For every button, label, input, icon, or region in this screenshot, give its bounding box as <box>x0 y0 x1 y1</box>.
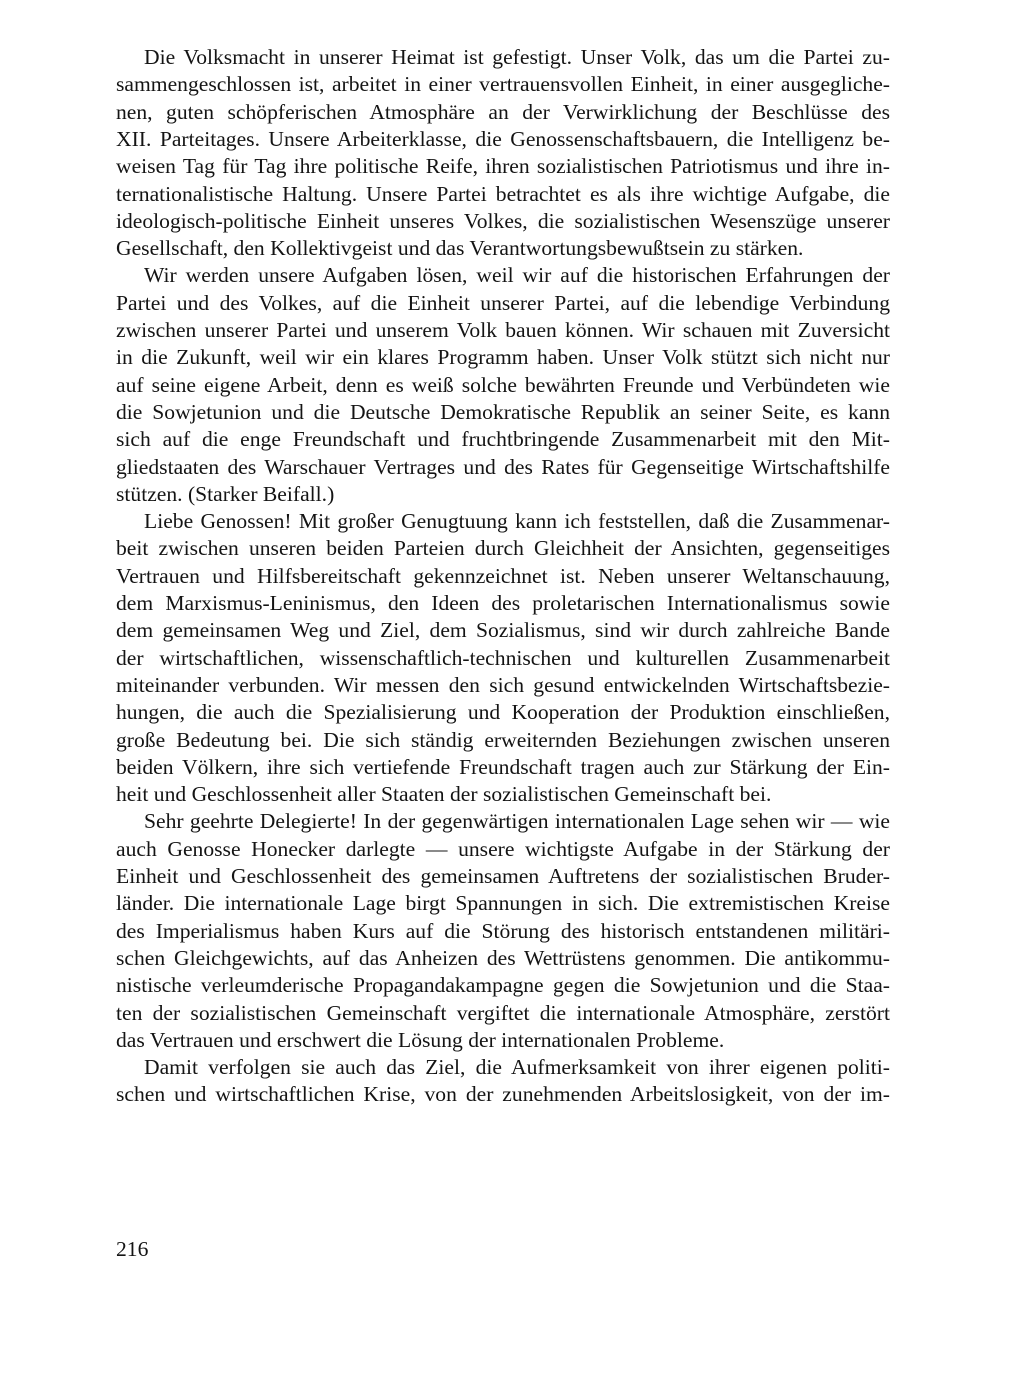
paragraph-2-line-9: stützen. (Starker Beifall.) <box>116 481 335 506</box>
paragraph-2-line-1: Wir werden unsere Aufgaben lösen, weil wir auf die historischen Erfahrungen der <box>144 263 890 288</box>
paragraph-3-line-9: große Bedeutung bei. Die sich ständig erweiternden Beziehungen zwischen unseren <box>116 727 890 752</box>
paragraph-4-line-8: ten der sozialistischen Gemeinschaft vergiftet die internationale Atmosphäre, zerstört <box>116 1000 890 1025</box>
paragraph-5-line-1: Damit verfolgen sie auch das Ziel, die Aufmerksamkeit von ihrer eigenen politi- <box>144 1055 890 1080</box>
paragraph-3-line-1: Liebe Genossen! Mit großer Genugtuung kann ich feststellen, daß die Zusammenar- <box>144 509 890 534</box>
paragraph-1-line-8: Gesellschaft, den Kollektivgeist und das Verantwortungsbewußtsein zu stärken. <box>116 236 804 261</box>
paragraph-1-line-3: nen, guten schöpferischen Atmosphäre an der Verwirklichung der Beschlüsse des <box>116 99 890 124</box>
paragraph-4-line-6: schen Gleichgewichts, auf das Anheizen des Wettrüstens genommen. Die antikommu- <box>116 945 890 970</box>
paragraph-3-line-6: der wirtschaftlichen, wissenschaftlich-technischen und kulturellen Zusammenarbeit <box>116 645 890 670</box>
paragraph-2-line-2: Partei und des Volkes, auf die Einheit unserer Partei, auf die lebendige Verbindung <box>116 290 890 315</box>
paragraph-5-line-2: schen und wirtschaftlichen Krise, von der zunehmenden Arbeitslosigkeit, von der im- <box>116 1082 890 1107</box>
paragraph-1-line-7: ideologisch-politische Einheit unseres Volkes, die sozialistischen Wesenszüge unserer <box>116 208 890 233</box>
paragraph-1-line-1: Die Volksmacht in unserer Heimat ist gefestigt. Unser Volk, das um die Partei zu- <box>144 45 890 69</box>
paragraph-3-line-5: dem gemeinsamen Weg und Ziel, dem Sozialismus, sind wir durch zahlreiche Bande <box>116 618 890 643</box>
paragraph-4-line-9: das Vertrauen und erschwert die Lösung der internationalen Probleme. <box>116 1027 725 1052</box>
paragraph-3-line-10: beiden Völkern, ihre sich vertiefende Freundschaft tragen auch zur Stärkung der Ein- <box>116 754 890 779</box>
paragraph-1-line-2: sammengeschlossen ist, arbeitet in einer vertrauensvollen Einheit, in einer ausgegliche- <box>116 72 890 97</box>
paragraph-1-line-4: XII. Parteitages. Unsere Arbeiterklasse, die Genossenschaftsbauern, die Intelligenz be- <box>116 126 890 151</box>
paragraph-3-line-11: heit und Geschlossenheit aller Staaten der sozialistischen Gemeinschaft bei. <box>116 782 772 807</box>
paragraph-1-line-6: ternationalistische Haltung. Unsere Partei betrachtet es als ihre wichtige Aufgabe, die <box>116 181 890 206</box>
paragraph-1-line-5: weisen Tag für Tag ihre politische Reife, ihren sozialistischen Patriotismus und ihre in- <box>116 154 890 179</box>
paragraph-4-line-5: des Imperialismus haben Kurs auf die Störung des historisch entstandenen militäri- <box>116 918 890 943</box>
paragraph-4-line-2: auch Genosse Honecker darlegte — unsere wichtigste Aufgabe in der Stärkung der <box>116 836 890 861</box>
paragraph-4-line-7: nistische verleumderische Propagandakampagne gegen die Sowjetunion und die Staa- <box>116 973 890 998</box>
paragraph-3-line-3: Vertrauen und Hilfsbereitschaft gekennzeichnet ist. Neben unserer Weltanschauung, <box>116 563 890 588</box>
paragraph-2-line-7: sich auf die enge Freundschaft und fruchtbringende Zusammenarbeit mit den Mit- <box>116 427 890 452</box>
paragraph-2-line-8: gliedstaaten des Warschauer Vertrages und des Rates für Gegenseitige Wirtschaftshilfe <box>116 454 890 479</box>
paragraph-3-line-8: hungen, die auch die Spezialisierung und Kooperation der Produktion einschließen, <box>116 700 890 725</box>
paragraph-2-line-4: in die Zukunft, weil wir ein klares Programm haben. Unser Volk stützt sich nicht nur <box>116 345 890 370</box>
paragraph-3-line-4: dem Marxismus-Leninismus, den Ideen des proletarischen Internationalismus sowie <box>116 591 890 615</box>
paragraph-2-line-5: auf seine eigene Arbeit, denn es weiß solche bewährten Freunde und Verbündeten wie <box>116 372 890 397</box>
paragraph-3-line-2: beit zwischen unseren beiden Parteien durch Gleichheit der Ansichten, gegenseitiges <box>116 536 890 561</box>
paragraph-4-line-1: Sehr geehrte Delegierte! In der gegenwärtigen internationalen Lage sehen wir — wie <box>144 809 890 834</box>
paragraph-2-line-6: die Sowjetunion und die Deutsche Demokratische Republik an seiner Seite, es kann <box>116 399 890 424</box>
page-number: 216 <box>116 1237 149 1261</box>
paragraph-4-line-3: Einheit und Geschlossenheit des gemeinsamen Auftretens der sozialistischen Bruder- <box>116 864 890 888</box>
paragraph-3-line-7: miteinander verbunden. Wir messen den sich gesund entwickelnden Wirtschaftsbezie- <box>116 672 890 697</box>
paragraph-4-line-4: länder. Die internationale Lage birgt Spannungen in sich. Die extremistischen Kreise <box>116 891 890 916</box>
paragraph-2-line-3: zwischen unserer Partei und unserem Volk bauen können. Wir schauen mit Zuversicht <box>116 318 890 342</box>
